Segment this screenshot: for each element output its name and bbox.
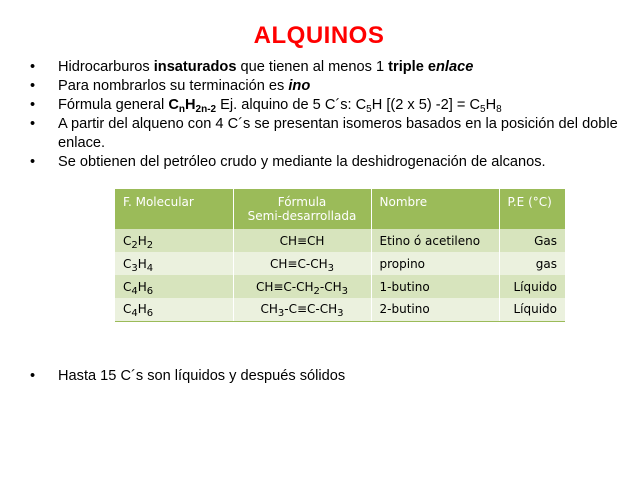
text: Hidrocarburos — [58, 59, 154, 75]
text-bold-italic: nlace — [436, 59, 474, 75]
cell-formula: CH≡CH — [233, 229, 371, 252]
text: Para nombrarlos su terminación es — [58, 78, 289, 94]
formula-part: C — [168, 97, 179, 113]
cell-molecular: $C_3H_4$ — [115, 252, 233, 275]
text: A partir del alqueno con 4 C´s se presentan isomeros basados en la posición del doble enlace. — [58, 116, 618, 151]
text: Se obtienen del petróleo crudo y mediante la deshidrogenación de alcanos. — [58, 154, 546, 170]
bullet-item-6 — [28, 367, 628, 386]
cell-molecular: $C_2H_2$ — [115, 229, 233, 252]
subscript: 8 — [496, 104, 502, 115]
cell-pe: gas — [499, 252, 565, 275]
text: H — [485, 97, 497, 113]
cell-formula: $CH_3-C\equiv C-CH_3$ — [233, 298, 371, 321]
cell-name: propino — [371, 252, 499, 275]
text: Ej. alquino de 5 C´s: C — [216, 97, 367, 113]
text: que tienen al menos 1 — [236, 59, 389, 75]
text: Fórmula general — [58, 97, 169, 113]
cell-name: 2-butino — [371, 298, 499, 321]
cell-name: Etino ó acetileno — [371, 229, 499, 252]
header-line: Semi-desarrollada — [247, 209, 357, 223]
text-bold: triple e — [388, 59, 437, 75]
table-row — [115, 252, 565, 275]
bullet-dot: • — [30, 78, 36, 94]
text-bold-italic: ino — [288, 78, 311, 94]
bullet-dot: • — [30, 154, 36, 170]
cell-formula: $CH\equiv C-CH_3$ — [233, 252, 371, 275]
bullet-dot: • — [30, 59, 36, 75]
bullet-item-4 — [28, 115, 628, 153]
table-row — [115, 275, 565, 298]
bullet-item-5 — [28, 153, 628, 172]
bullet-dot: • — [30, 116, 36, 132]
col-header-name: Nombre — [371, 189, 499, 229]
bullet-item-3 — [28, 96, 628, 115]
bullet-item-1 — [28, 58, 628, 77]
formula-sub: n — [178, 104, 185, 115]
cell-pe: Gas — [499, 229, 565, 252]
cell-molecular: $C_4H_6$ — [115, 275, 233, 298]
subscript: 5 — [480, 104, 486, 115]
subscript: 5 — [366, 104, 372, 115]
header-line: Fórmula — [277, 195, 327, 209]
cell-name: 1-butino — [371, 275, 499, 298]
formula-sub: 2n-2 — [195, 104, 217, 115]
table-row — [115, 229, 565, 252]
slide-title: ALQUINOS — [253, 22, 385, 49]
cell-molecular: $C_4H_6$ — [115, 298, 233, 321]
text-bold: insaturados — [153, 59, 237, 75]
table-row — [115, 298, 565, 321]
alkynes-table — [115, 189, 565, 322]
bullet-list-bottom — [28, 367, 628, 386]
cell-pe: Líquido — [499, 275, 565, 298]
cell-pe: Líquido — [499, 298, 565, 321]
formula-part: H — [184, 97, 196, 113]
bullet-dot: • — [30, 97, 36, 113]
col-header-molecular: F. Molecular — [115, 189, 233, 229]
bullet-item-2 — [28, 77, 628, 96]
bullet-list — [28, 58, 628, 172]
col-header-pe: P.E (°C) — [499, 189, 565, 229]
col-header-formula — [233, 189, 371, 229]
table-header-row — [115, 189, 565, 229]
text: Hasta 15 C´s son líquidos y después sólidos — [58, 368, 346, 384]
bullet-dot: • — [30, 368, 36, 384]
cell-formula: $CH\equiv C-CH_2-CH_3$ — [233, 275, 371, 298]
text: H [(2 x 5) -2] = C — [371, 97, 480, 113]
